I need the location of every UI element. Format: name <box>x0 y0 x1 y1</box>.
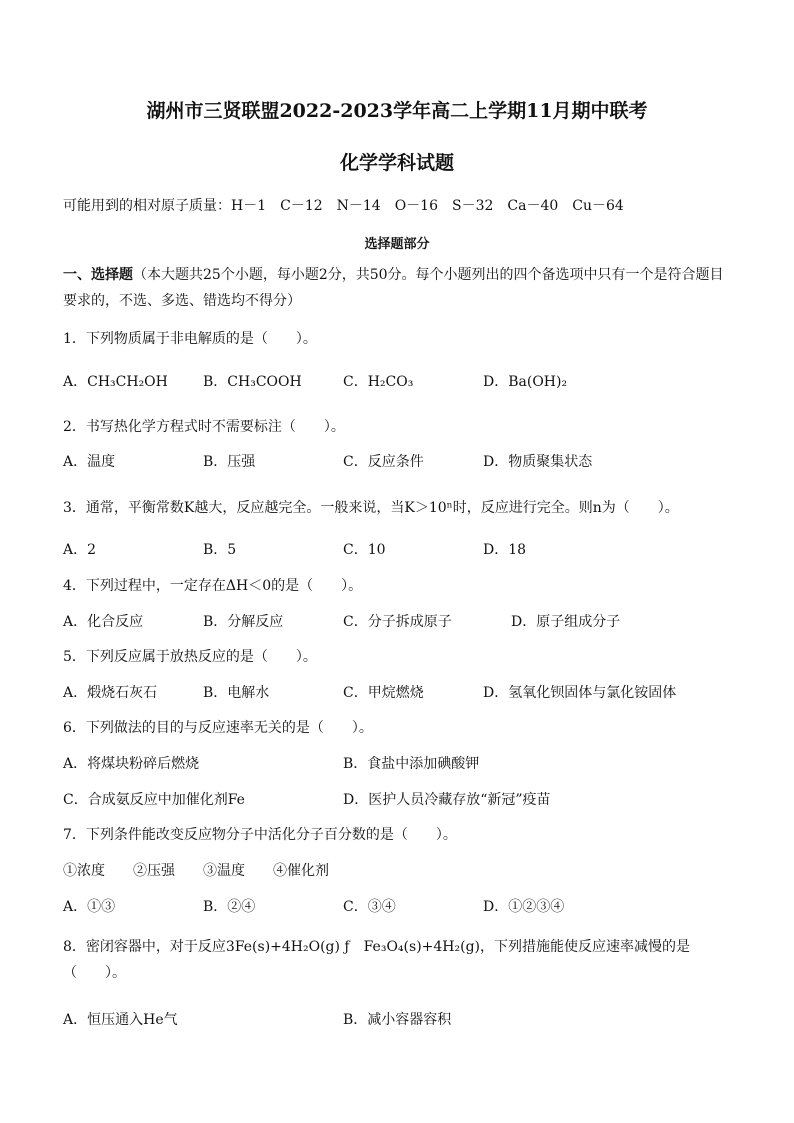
exam-title: 湖州市三贤联盟2022-2023学年高二上学期11月期中联考 <box>146 100 648 122</box>
condition-list: ①浓度 ②压强 ③温度 ④催化剂 <box>63 863 329 879</box>
option-a: A．温度 <box>63 454 116 470</box>
option-c: C．③④ <box>343 899 396 915</box>
option-d: D．原子组成分子 <box>511 614 621 630</box>
part1-heading: 一、选择题 <box>63 267 133 283</box>
option-d: D．物质聚集状态 <box>483 454 593 470</box>
question-stem: 5．下列反应属于放热反应的是（ ）。 <box>63 649 317 665</box>
section-heading: 选择题部分 <box>364 237 430 252</box>
option-b: B．CH₃COOH <box>203 374 302 390</box>
option-d: D．医护人员冷藏存放“新冠”疫苗 <box>343 792 551 808</box>
option-d: D．18 <box>483 542 527 558</box>
part1-desc: （本大题共25个小题，每小题2分，共50分。每个小题列出的四个备选项中只有一个是符合题目要求的，不选、多选、错选均不得分） <box>63 267 724 309</box>
option-c: C．甲烷燃烧 <box>343 685 424 701</box>
option-a: A．CH₃CH₂OH <box>63 374 168 390</box>
option-b: B．食盐中添加碘酸钾 <box>343 756 480 772</box>
option-d: D．氢氧化钡固体与氯化铵固体 <box>483 685 677 701</box>
question-stem: 4．下列过程中，一定存在ΔH＜0的是（ ）。 <box>63 578 363 594</box>
option-a: A．将煤块粉碎后燃烧 <box>63 756 200 772</box>
option-a: A．①③ <box>63 899 116 915</box>
option-a: A．化合反应 <box>63 614 144 630</box>
option-a: A．煅烧石灰石 <box>63 685 158 701</box>
option-b: B．压强 <box>203 454 256 470</box>
option-c: C．分子拆成原子 <box>343 614 452 630</box>
option-b: B．减小容器容积 <box>343 1012 452 1028</box>
part1-instructions <box>63 262 733 314</box>
question-stem: 1．下列物质属于非电解质的是（ ）。 <box>63 331 317 347</box>
option-d: D．Ba(OH)₂ <box>483 374 568 390</box>
question-stem: 6．下列做法的目的与反应速率无关的是（ ）。 <box>63 720 373 736</box>
option-c: C．10 <box>343 542 386 558</box>
option-c: C．合成氨反应中加催化剂Fe <box>63 792 245 808</box>
question-stem: 3．通常，平衡常数K越大，反应越完全。一般来说，当K＞10ⁿ时，反应进行完全。则n为（ ）。 <box>63 500 679 516</box>
option-b: B．②④ <box>203 899 256 915</box>
atomic-masses: 可能用到的相对原子质量：H－1 C－12 N－14 O－16 S－32 Ca－40 Cu－64 <box>63 198 624 214</box>
option-a: A．2 <box>63 542 97 558</box>
option-b: B．5 <box>203 542 237 558</box>
question-stem: 7．下列条件能改变反应物分子中活化分子百分数的是（ ）。 <box>63 827 457 843</box>
option-b: B．电解水 <box>203 685 270 701</box>
option-c: C．H₂CO₃ <box>343 374 414 390</box>
option-c: C．反应条件 <box>343 454 424 470</box>
option-d: D．①②③④ <box>483 899 565 915</box>
exam-subtitle: 化学学科试题 <box>339 152 454 174</box>
question-stem: 2．书写热化学方程式时不需要标注（ ）。 <box>63 419 345 435</box>
option-a: A．恒压通入He气 <box>63 1012 178 1028</box>
option-b: B．分解反应 <box>203 614 284 630</box>
question-stem: 8．密闭容器中，对于反应3Fe(s)+4H₂O(g) ƒ Fe₃O₄(s)+4H₂(g)，下列措施能使反应速率减慢的是（ ）。 <box>63 939 690 981</box>
